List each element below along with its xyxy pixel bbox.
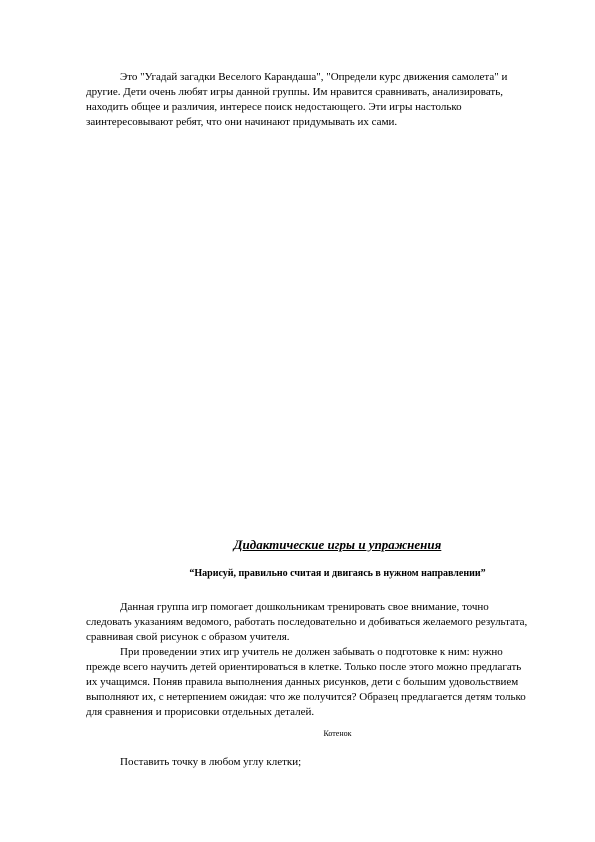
body-paragraph-2-text: При проведении этих игр учитель не должен забывать о подготовке к ним: нужно прежде всего научить детей ориентироваться в клетке. Только после этого можно предлагать их учащимся. Поняв правила выполнения данных рисунков, дети с большим удовольствием выполняют их, с нетерпением ожидая: что же получится? Образец предлагается детям только для сравнения и прорисовки отдельных деталей.: [86, 646, 526, 718]
instruction-line-text: Поставить точку в любом углу клетки;: [120, 756, 302, 768]
section-subheading: “Нарисуй, правильно считая и двигаясь в нужном направлении”: [189, 568, 486, 579]
body-paragraph-2: [86, 645, 534, 720]
section-heading: Дидактические игры и упражнения: [233, 537, 442, 552]
intro-paragraph: [86, 70, 534, 130]
body-paragraph-1-text: Данная группа игр помогает дошкольникам тренировать свое внимание, точно следовать указаниям ведомого, работать последовательно и добиваться желаемого результата, сравнивая свой рисунок с образом учителя.: [86, 601, 528, 643]
body-paragraph-1: [86, 600, 534, 645]
figure-caption: Котенок: [323, 729, 352, 738]
instruction-line: [86, 755, 534, 770]
intro-paragraph-text: Это "Угадай загадки Веселого Карандаша", "Определи курс движения самолета" и другие. Дети очень любят игры данной группы. Им нравится сравнивать, анализировать, находить общее и различия, интересе поиск недостающего. Эти игры настолько заинтересовывают ребят, что они начинают придумывать их сами.: [86, 71, 508, 128]
